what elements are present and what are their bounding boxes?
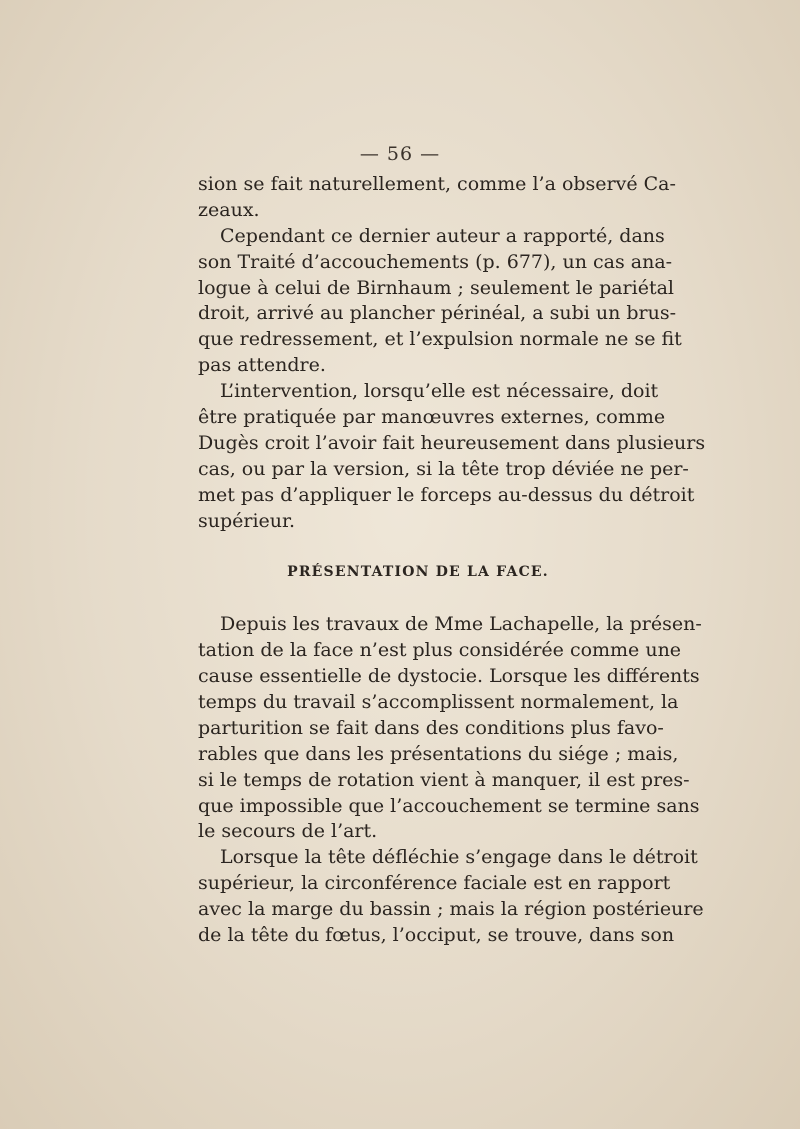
text-line: Lorsque la tête défléchie s’engage dans le détroit (220, 846, 698, 869)
text-line: logue à celui de Birnhaum ; seulement le pariétal (198, 276, 675, 299)
text-line: met pas d’appliquer le forceps au-dessus du détroit (198, 483, 695, 506)
text-line: Dugès croit l’avoir fait heureusement dans plusieurs (198, 431, 706, 454)
text-line: supérieur. (198, 509, 296, 532)
page-number: — 56 — (359, 143, 441, 165)
text-line: son Traité d’accouchements (p. 677), un cas ana- (198, 250, 673, 273)
text-line: pas attendre. (198, 354, 326, 377)
text-line: de la tête du fœtus, l’occiput, se trouve, dans son (198, 924, 675, 947)
text-line: si le temps de rotation vient à manquer, il est pres- (198, 768, 690, 791)
text-line: cas, ou par la version, si la tête trop déviée ne per- (198, 457, 689, 480)
text-line: Depuis les travaux de Mme Lachapelle, la présen- (220, 613, 702, 636)
text-line: tation de la face n’est plus considérée comme une (198, 639, 682, 662)
text-line: sion se fait naturellement, comme l’a observé Ca- (198, 173, 676, 195)
text-line: le secours de l’art. (198, 820, 378, 843)
text-line: être pratiquée par manœuvres externes, comme (198, 406, 666, 429)
text-line: que impossible que l’accouchement se termine sans (198, 794, 700, 817)
text-line: temps du travail s’accomplissent normalement, la (198, 691, 679, 714)
text-line: avec la marge du bassin ; mais la région postérieure (198, 898, 704, 921)
section-heading: PRÉSENTATION DE LA FACE. (287, 564, 549, 581)
text-line: rables que dans les présentations du siége ; mais, (198, 742, 679, 765)
text-line: L’intervention, lorsqu’elle est nécessaire, doit (220, 380, 659, 403)
body-text (198, 172, 706, 949)
text-line: que redressement, et l’expulsion normale ne se fit (198, 328, 682, 351)
text-line: zeaux. (198, 198, 260, 221)
text-line: Cependant ce dernier auteur a rapporté, dans (220, 224, 665, 247)
text-line: cause essentielle de dystocie. Lorsque les différents (198, 665, 700, 688)
text-line: parturition se fait dans des conditions plus favo- (198, 716, 664, 739)
text-line: droit, arrivé au plancher périnéal, a subi un brus- (198, 302, 677, 325)
text-line: supérieur, la circonférence faciale est en rapport (198, 872, 671, 895)
